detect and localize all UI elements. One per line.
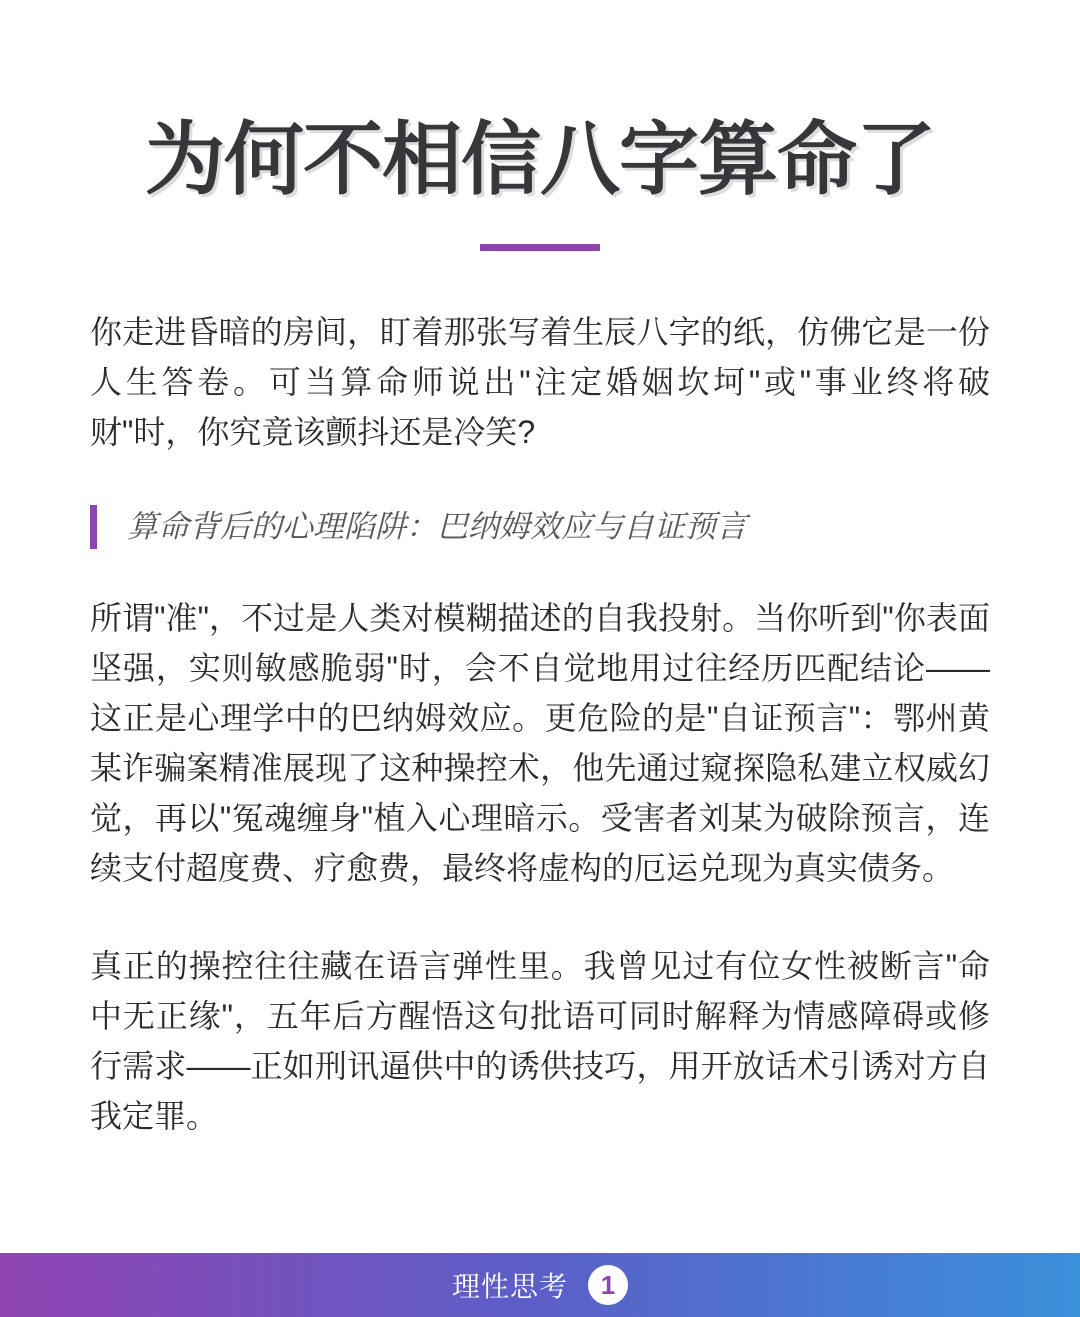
paragraph-intro: 你走进昏暗的房间，盯着那张写着生辰八字的纸，仿佛它是一份人生答卷。可当算命师说出"注定婚姻坎坷"或"事业终将破财"时，你究竟该颤抖还是冷笑?	[90, 314, 990, 450]
paragraph-barnum-effect: 所谓"准"，不过是人类对模糊描述的自我投射。当你听到"你表面坚强，实则敏感脆弱"时，会不自觉地用过往经历匹配结论——这正是心理学中的巴纳姆效应。更危险的是"自证预言"：鄂州黄某诈骗案精准展现了这种操控术，他先通过窥探隐私建立权威幻觉，再以"冤魂缠身"植入心理暗示。受害者刘某为破除预言，连续支付超度费、疗愈费，最终将虚构的厄运兑现为真实债务。	[90, 600, 990, 886]
page-title: 为何不相信八字算命了	[145, 115, 935, 204]
quote-text: 算命背后的心理陷阱：巴纳姆效应与自证预言	[127, 509, 747, 544]
footer-bar	[0, 1253, 1080, 1317]
quote-block	[90, 505, 990, 549]
paragraph-language-elasticity: 真正的操控往往藏在语言弹性里。我曾见过有位女性被断言"命中无正缘"，五年后方醒悟这句批语可同时解释为情感障碍或修行需求——正如刑讯逼供中的诱供技巧，用开放话术引诱对方自我定罪。	[90, 948, 990, 1134]
article-body	[90, 307, 990, 1141]
footer-label: 理性思考	[451, 1271, 568, 1302]
page-number-badge: 1	[588, 1265, 628, 1305]
title-divider	[480, 244, 600, 251]
